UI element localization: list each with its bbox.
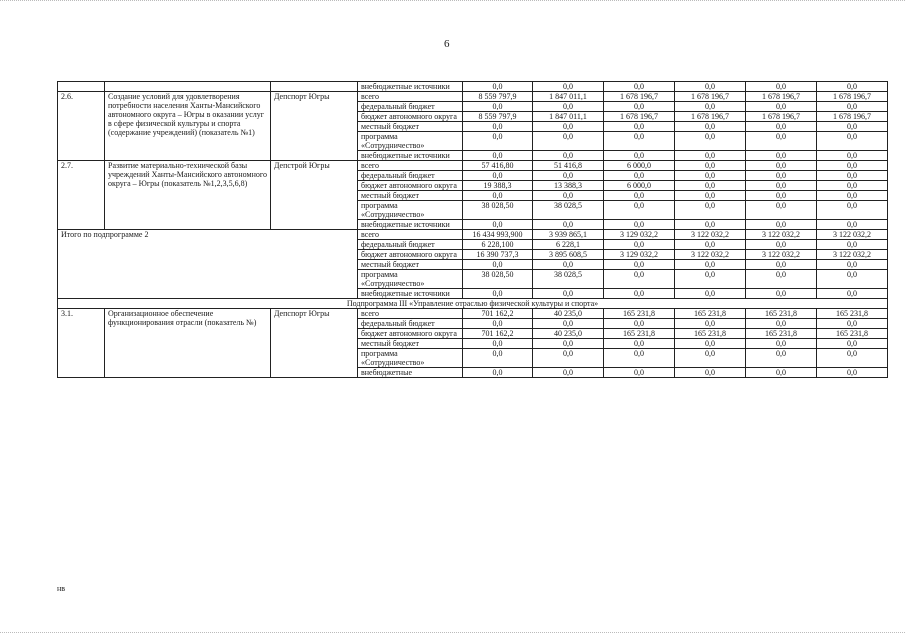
value-cell: 57 416,80: [463, 161, 533, 171]
value-cell: 0,0: [533, 102, 604, 112]
value-cell: 0,0: [533, 191, 604, 201]
row-number-cell: [58, 82, 105, 92]
value-cell: 3 939 865,1: [533, 230, 604, 240]
value-cell: 165 231,8: [604, 309, 675, 319]
value-cell: 0,0: [463, 171, 533, 181]
scan-bottom-edge: [0, 632, 905, 634]
value-cell: 6 000,0: [604, 161, 675, 171]
funding-source-cell: всего: [358, 161, 463, 171]
value-cell: 0,0: [604, 339, 675, 349]
value-cell: 1 847 011,1: [533, 92, 604, 102]
value-cell: 8 559 797,9: [463, 92, 533, 102]
value-cell: 13 388,3: [533, 181, 604, 191]
value-cell: 0,0: [817, 220, 888, 230]
funding-source-cell: всего: [358, 230, 463, 240]
row-number-cell: 3.1.: [58, 309, 105, 378]
value-cell: 0,0: [675, 349, 746, 368]
executor-cell: Депспорт Югры: [271, 309, 358, 378]
value-cell: 1 678 196,7: [675, 112, 746, 122]
value-cell: 0,0: [463, 191, 533, 201]
funding-source-cell: бюджет автономного округа: [358, 329, 463, 339]
value-cell: 0,0: [746, 161, 817, 171]
value-cell: 0,0: [675, 319, 746, 329]
funding-source-cell: программа «Сотрудничество»: [358, 132, 463, 151]
value-cell: 0,0: [604, 151, 675, 161]
value-cell: 165 231,8: [817, 309, 888, 319]
table-row: [58, 82, 888, 92]
value-cell: 165 231,8: [604, 329, 675, 339]
value-cell: 0,0: [746, 122, 817, 132]
value-cell: 0,0: [746, 151, 817, 161]
value-cell: 0,0: [533, 171, 604, 181]
value-cell: 1 678 196,7: [746, 112, 817, 122]
value-cell: 0,0: [746, 181, 817, 191]
funding-source-cell: местный бюджет: [358, 260, 463, 270]
value-cell: 3 122 032,2: [746, 250, 817, 260]
funding-source-cell: местный бюджет: [358, 122, 463, 132]
value-cell: 0,0: [817, 102, 888, 112]
value-cell: 0,0: [533, 122, 604, 132]
value-cell: 0,0: [604, 270, 675, 289]
value-cell: 1 678 196,7: [817, 112, 888, 122]
value-cell: 0,0: [675, 240, 746, 250]
total-row: [58, 230, 888, 240]
value-cell: 3 895 608,5: [533, 250, 604, 260]
value-cell: 19 388,3: [463, 181, 533, 191]
value-cell: 0,0: [746, 349, 817, 368]
value-cell: 38 028,50: [463, 201, 533, 220]
value-cell: 0,0: [604, 240, 675, 250]
value-cell: 0,0: [817, 319, 888, 329]
value-cell: 0,0: [533, 132, 604, 151]
value-cell: 0,0: [675, 122, 746, 132]
scan-top-edge: [0, 0, 905, 7]
value-cell: 0,0: [746, 82, 817, 92]
value-cell: 16 390 737,3: [463, 250, 533, 260]
funding-source-cell: внебюджетные источники: [358, 151, 463, 161]
value-cell: 0,0: [746, 132, 817, 151]
measure-name-cell: Организационное обеспечение функционирования отрасли (показатель №): [105, 309, 271, 378]
table-row: [58, 161, 888, 171]
value-cell: 0,0: [463, 319, 533, 329]
value-cell: 38 028,5: [533, 270, 604, 289]
funding-table-body: [58, 82, 888, 378]
value-cell: 1 678 196,7: [604, 112, 675, 122]
value-cell: 0,0: [675, 368, 746, 378]
funding-source-cell: программа «Сотрудничество»: [358, 349, 463, 368]
value-cell: 0,0: [675, 161, 746, 171]
value-cell: 0,0: [817, 368, 888, 378]
value-cell: 16 434 993,900: [463, 230, 533, 240]
value-cell: 0,0: [675, 191, 746, 201]
value-cell: 0,0: [675, 289, 746, 299]
value-cell: 0,0: [533, 82, 604, 92]
executor-cell: [271, 82, 358, 92]
value-cell: 0,0: [604, 82, 675, 92]
value-cell: 38 028,5: [533, 201, 604, 220]
funding-source-cell: внебюджетные источники: [358, 82, 463, 92]
value-cell: 701 162,2: [463, 329, 533, 339]
value-cell: 165 231,8: [746, 309, 817, 319]
funding-source-cell: федеральный бюджет: [358, 319, 463, 329]
value-cell: 1 678 196,7: [817, 92, 888, 102]
value-cell: 0,0: [675, 82, 746, 92]
value-cell: 0,0: [675, 339, 746, 349]
value-cell: 0,0: [533, 349, 604, 368]
value-cell: 8 559 797,9: [463, 112, 533, 122]
value-cell: 0,0: [675, 171, 746, 181]
value-cell: 0,0: [604, 319, 675, 329]
value-cell: 0,0: [463, 220, 533, 230]
value-cell: 0,0: [817, 82, 888, 92]
value-cell: 701 162,2: [463, 309, 533, 319]
value-cell: 0,0: [463, 368, 533, 378]
measure-name-cell: [105, 82, 271, 92]
value-cell: 0,0: [463, 289, 533, 299]
value-cell: 165 231,8: [675, 329, 746, 339]
subprogram-header-cell: Подпрограмма III «Управление отраслью физической культуры и спорта»: [58, 299, 888, 309]
value-cell: 6 000,0: [604, 181, 675, 191]
value-cell: 0,0: [817, 339, 888, 349]
value-cell: 1 678 196,7: [604, 92, 675, 102]
value-cell: 0,0: [604, 368, 675, 378]
funding-table: [57, 81, 888, 378]
value-cell: 0,0: [604, 122, 675, 132]
value-cell: 0,0: [675, 201, 746, 220]
funding-source-cell: программа «Сотрудничество»: [358, 201, 463, 220]
value-cell: 0,0: [746, 191, 817, 201]
value-cell: 0,0: [746, 260, 817, 270]
page-number: 6: [444, 38, 450, 50]
value-cell: 40 235,0: [533, 329, 604, 339]
value-cell: 3 122 032,2: [817, 230, 888, 240]
value-cell: 0,0: [817, 151, 888, 161]
value-cell: 0,0: [746, 319, 817, 329]
value-cell: 0,0: [817, 240, 888, 250]
value-cell: 1 678 196,7: [746, 92, 817, 102]
value-cell: 3 129 032,2: [604, 230, 675, 240]
value-cell: 0,0: [604, 201, 675, 220]
measure-name-cell: Развитие материально-технической базы учреждений Ханты-Мансийского автономного округа – Югры (показатель №1,2,3,5,6,8): [105, 161, 271, 230]
footer-mark: нв: [57, 584, 66, 593]
value-cell: 3 122 032,2: [675, 250, 746, 260]
value-cell: 0,0: [533, 319, 604, 329]
value-cell: 0,0: [533, 339, 604, 349]
value-cell: 0,0: [817, 181, 888, 191]
value-cell: 0,0: [746, 171, 817, 181]
value-cell: 3 122 032,2: [746, 230, 817, 240]
value-cell: 51 416,8: [533, 161, 604, 171]
funding-source-cell: внебюджетные: [358, 368, 463, 378]
executor-cell: Депспорт Югры: [271, 92, 358, 161]
value-cell: 0,0: [817, 289, 888, 299]
value-cell: 165 231,8: [746, 329, 817, 339]
value-cell: 0,0: [533, 260, 604, 270]
value-cell: 0,0: [675, 132, 746, 151]
value-cell: 0,0: [675, 270, 746, 289]
value-cell: 0,0: [463, 349, 533, 368]
value-cell: 40 235,0: [533, 309, 604, 319]
funding-source-cell: всего: [358, 309, 463, 319]
value-cell: 0,0: [675, 151, 746, 161]
value-cell: 0,0: [746, 270, 817, 289]
value-cell: 0,0: [604, 102, 675, 112]
value-cell: 0,0: [817, 122, 888, 132]
value-cell: 0,0: [817, 201, 888, 220]
value-cell: 0,0: [675, 181, 746, 191]
value-cell: 0,0: [675, 260, 746, 270]
value-cell: 0,0: [675, 102, 746, 112]
value-cell: 0,0: [817, 270, 888, 289]
value-cell: 3 122 032,2: [817, 250, 888, 260]
value-cell: 0,0: [604, 289, 675, 299]
value-cell: 0,0: [463, 82, 533, 92]
funding-source-cell: бюджет автономного округа: [358, 181, 463, 191]
funding-source-cell: местный бюджет: [358, 191, 463, 201]
total-label-cell: Итого по подпрограмме 2: [58, 230, 358, 299]
value-cell: 0,0: [817, 191, 888, 201]
value-cell: 0,0: [746, 102, 817, 112]
funding-source-cell: бюджет автономного округа: [358, 112, 463, 122]
funding-source-cell: федеральный бюджет: [358, 240, 463, 250]
funding-source-cell: федеральный бюджет: [358, 171, 463, 181]
funding-source-cell: бюджет автономного округа: [358, 250, 463, 260]
funding-source-cell: местный бюджет: [358, 339, 463, 349]
value-cell: 0,0: [463, 122, 533, 132]
measure-name-cell: Создание условий для удовлетворения потребности населения Ханты-Мансийского автономного округа – Югры в оказании услуг в сфере физической культуры и спорта (содержание учреждений) (показатель №1): [105, 92, 271, 161]
row-number-cell: 2.7.: [58, 161, 105, 230]
subprogram-header-row: [58, 299, 888, 309]
value-cell: 0,0: [463, 339, 533, 349]
value-cell: 0,0: [604, 132, 675, 151]
funding-source-cell: внебюджетные источники: [358, 289, 463, 299]
value-cell: 3 129 032,2: [604, 250, 675, 260]
value-cell: 0,0: [604, 349, 675, 368]
value-cell: 0,0: [533, 368, 604, 378]
value-cell: 0,0: [604, 220, 675, 230]
value-cell: 0,0: [533, 220, 604, 230]
value-cell: 0,0: [746, 201, 817, 220]
value-cell: 165 231,8: [817, 329, 888, 339]
value-cell: 0,0: [817, 132, 888, 151]
funding-source-cell: программа «Сотрудничество»: [358, 270, 463, 289]
value-cell: 6 228,1: [533, 240, 604, 250]
funding-source-cell: всего: [358, 92, 463, 102]
value-cell: 0,0: [604, 191, 675, 201]
value-cell: 0,0: [675, 220, 746, 230]
funding-source-cell: федеральный бюджет: [358, 102, 463, 112]
value-cell: 38 028,50: [463, 270, 533, 289]
value-cell: 0,0: [463, 260, 533, 270]
value-cell: 0,0: [604, 260, 675, 270]
value-cell: 0,0: [746, 220, 817, 230]
value-cell: 0,0: [746, 289, 817, 299]
row-number-cell: 2.6.: [58, 92, 105, 161]
value-cell: 0,0: [463, 132, 533, 151]
value-cell: 0,0: [533, 289, 604, 299]
value-cell: 0,0: [463, 151, 533, 161]
value-cell: 0,0: [533, 151, 604, 161]
value-cell: 0,0: [817, 171, 888, 181]
table-row: [58, 92, 888, 102]
value-cell: 0,0: [817, 161, 888, 171]
value-cell: 3 122 032,2: [675, 230, 746, 240]
value-cell: 1 847 011,1: [533, 112, 604, 122]
executor-cell: Депстрой Югры: [271, 161, 358, 230]
value-cell: 165 231,8: [675, 309, 746, 319]
table-row: [58, 309, 888, 319]
value-cell: 0,0: [746, 240, 817, 250]
value-cell: 0,0: [746, 368, 817, 378]
value-cell: 1 678 196,7: [675, 92, 746, 102]
value-cell: 0,0: [463, 102, 533, 112]
value-cell: 0,0: [604, 171, 675, 181]
value-cell: 6 228,100: [463, 240, 533, 250]
value-cell: 0,0: [817, 349, 888, 368]
funding-source-cell: внебюджетные источники: [358, 220, 463, 230]
value-cell: 0,0: [746, 339, 817, 349]
value-cell: 0,0: [817, 260, 888, 270]
